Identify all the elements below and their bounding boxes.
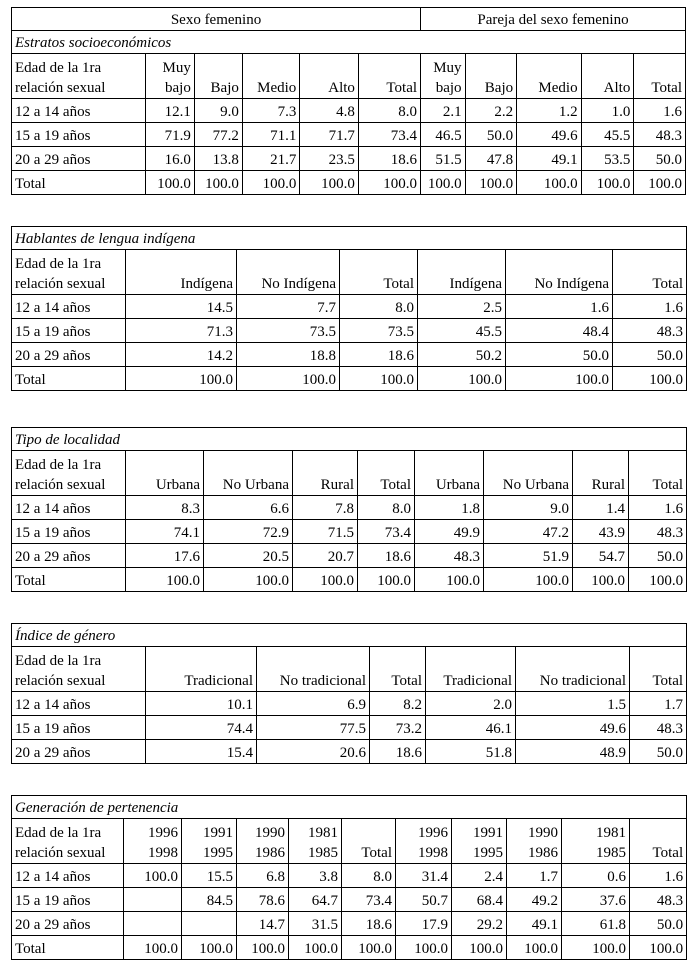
col-header-tradicional: Tradicional	[146, 647, 257, 692]
table-row	[12, 295, 687, 319]
cell: 31.4	[396, 864, 452, 888]
cell: 50.0	[634, 147, 686, 171]
muy-line2-pareja: bajo	[435, 80, 462, 96]
cell: 9.0	[194, 99, 242, 123]
year-start: 1981	[308, 825, 338, 841]
cell: 100.0	[242, 171, 299, 195]
edad-label-line1: Edad de la 1ra	[15, 256, 102, 272]
cell: 71.3	[126, 319, 237, 343]
table-row	[12, 716, 687, 740]
row-label: 12 a 14 años	[12, 496, 126, 520]
cell: 54.7	[573, 544, 629, 568]
row-label: 12 a 14 años	[12, 295, 126, 319]
col-header-1981-1985	[289, 819, 342, 864]
cell	[182, 912, 237, 936]
cell: 45.5	[581, 123, 634, 147]
cell: 18.6	[358, 147, 420, 171]
year-end: 1985	[308, 845, 338, 861]
table-row	[12, 343, 687, 367]
table-row	[12, 888, 687, 912]
cell: 100.0	[613, 367, 687, 391]
col-header-1990-1986-pareja	[507, 819, 562, 864]
row-label: Total	[12, 568, 126, 592]
col-header-indigena-pareja: Indígena	[418, 250, 506, 295]
muy-line1-pareja: Muy	[433, 60, 462, 76]
muy-line1: Muy	[162, 60, 191, 76]
col-header-total: Total	[358, 451, 415, 496]
cell: 100.0	[396, 936, 452, 960]
cell: 100.0	[237, 367, 340, 391]
col-header-no-tradicional-pareja: No tradicional	[516, 647, 630, 692]
table-row	[12, 912, 687, 936]
cell: 100.0	[293, 568, 358, 592]
row-label: 12 a 14 años	[12, 99, 146, 123]
edad-label-line2: relación sexual	[15, 276, 106, 292]
col-header-1996-1998	[124, 819, 182, 864]
cell	[124, 912, 182, 936]
cell: 49.6	[516, 716, 630, 740]
cell: 8.0	[340, 295, 418, 319]
cell: 74.1	[126, 520, 204, 544]
row-label: 20 a 29 años	[12, 343, 126, 367]
col-header-urbana-pareja: Urbana	[415, 451, 484, 496]
cell: 2.2	[465, 99, 517, 123]
section-title-estratos: Estratos socioeconómicos	[12, 31, 686, 54]
cell: 15.4	[146, 740, 257, 764]
cell: 100.0	[358, 171, 420, 195]
cell: 100.0	[300, 171, 359, 195]
table-row-total	[12, 936, 687, 960]
edad-label-line1: Edad de la 1ra	[15, 825, 102, 841]
cell: 48.3	[415, 544, 484, 568]
col-header-rural: Rural	[293, 451, 358, 496]
cell: 48.9	[516, 740, 630, 764]
cell: 9.0	[484, 496, 573, 520]
cell: 18.6	[370, 740, 426, 764]
cell: 100.0	[573, 568, 629, 592]
cell: 100.0	[418, 367, 506, 391]
cell: 84.5	[182, 888, 237, 912]
year-end: 1995	[203, 845, 233, 861]
cell: 100.0	[562, 936, 630, 960]
cell: 64.7	[289, 888, 342, 912]
cell: 100.0	[194, 171, 242, 195]
cell: 77.2	[194, 123, 242, 147]
cell: 46.5	[421, 123, 466, 147]
cell: 74.4	[146, 716, 257, 740]
cell: 48.3	[629, 520, 687, 544]
cell: 48.4	[506, 319, 613, 343]
cell: 100.0	[421, 171, 466, 195]
cell: 1.0	[581, 99, 634, 123]
cell: 49.9	[415, 520, 484, 544]
col-header-total: Total	[340, 250, 418, 295]
cell: 18.6	[358, 544, 415, 568]
cell: 23.5	[300, 147, 359, 171]
year-end: 1986	[255, 845, 285, 861]
row-label: 15 a 19 años	[12, 319, 126, 343]
table-row-total	[12, 367, 687, 391]
row-label: 12 a 14 años	[12, 864, 124, 888]
year-start: 1990	[528, 825, 558, 841]
cell: 2.4	[452, 864, 507, 888]
col-header-no-urbana: No Urbana	[204, 451, 293, 496]
cell: 100.0	[340, 367, 418, 391]
year-end: 1995	[473, 845, 503, 861]
section-title-genero: Índice de género	[12, 624, 687, 647]
cell: 1.5	[516, 692, 630, 716]
cell: 49.1	[507, 912, 562, 936]
cell: 100.0	[204, 568, 293, 592]
year-end: 1998	[418, 845, 448, 861]
cell: 71.7	[300, 123, 359, 147]
cell: 100.0	[342, 936, 396, 960]
cell: 20.7	[293, 544, 358, 568]
col-header-total-pareja: Total	[630, 647, 687, 692]
table-row	[12, 496, 687, 520]
muy-line2: bajo	[165, 80, 191, 96]
section-title-generacion: Generación de pertenencia	[12, 796, 687, 819]
cell: 14.5	[126, 295, 237, 319]
cell: 48.3	[613, 319, 687, 343]
cell: 100.0	[452, 936, 507, 960]
cell: 73.4	[358, 123, 420, 147]
col-header-urbana: Urbana	[126, 451, 204, 496]
cell: 20.6	[257, 740, 370, 764]
cell: 100.0	[289, 936, 342, 960]
table-row	[12, 520, 687, 544]
cell: 46.1	[426, 716, 516, 740]
cell: 48.3	[634, 123, 686, 147]
cell: 47.2	[484, 520, 573, 544]
cell: 4.8	[300, 99, 359, 123]
table-row	[12, 123, 686, 147]
cell: 17.9	[396, 912, 452, 936]
year-end: 1986	[528, 845, 558, 861]
row-label: 15 a 19 años	[12, 716, 146, 740]
cell: 2.1	[421, 99, 466, 123]
cell: 20.5	[204, 544, 293, 568]
col-header-no-indigena: No Indígena	[237, 250, 340, 295]
cell: 100.0	[506, 367, 613, 391]
cell: 100.0	[630, 936, 687, 960]
row-label: 20 a 29 años	[12, 544, 126, 568]
table-generacion	[11, 795, 687, 960]
cell: 14.2	[126, 343, 237, 367]
table-row	[12, 740, 687, 764]
col-header-medio: Medio	[242, 54, 299, 99]
cell: 78.6	[237, 888, 289, 912]
cell: 48.3	[630, 888, 687, 912]
col-header-1990-1986	[237, 819, 289, 864]
table-row-total	[12, 568, 687, 592]
cell: 50.0	[630, 912, 687, 936]
col-header-no-tradicional: No tradicional	[257, 647, 370, 692]
cell: 100.0	[581, 171, 634, 195]
row-header-edad	[12, 819, 124, 864]
table-row	[12, 147, 686, 171]
cell: 72.9	[204, 520, 293, 544]
cell: 47.8	[465, 147, 517, 171]
cell: 18.6	[340, 343, 418, 367]
col-header-no-indigena-pareja: No Indígena	[506, 250, 613, 295]
col-header-1996-1998-pareja	[396, 819, 452, 864]
cell: 50.0	[613, 343, 687, 367]
table-hablantes	[11, 226, 687, 391]
cell: 1.6	[634, 99, 686, 123]
col-header-indigena: Indígena	[126, 250, 237, 295]
col-header-1991-1995	[182, 819, 237, 864]
cell: 7.7	[237, 295, 340, 319]
cell: 50.7	[396, 888, 452, 912]
cell: 73.5	[237, 319, 340, 343]
cell: 29.2	[452, 912, 507, 936]
edad-label-line2: relación sexual	[15, 477, 106, 493]
cell: 8.0	[342, 864, 396, 888]
col-header-alto: Alto	[300, 54, 359, 99]
cell: 6.8	[237, 864, 289, 888]
cell: 100.0	[126, 568, 204, 592]
cell: 6.9	[257, 692, 370, 716]
col-header-muy-bajo	[145, 54, 194, 99]
cell: 71.5	[293, 520, 358, 544]
col-header-tradicional-pareja: Tradicional	[426, 647, 516, 692]
cell: 13.8	[194, 147, 242, 171]
cell: 1.2	[517, 99, 581, 123]
cell: 43.9	[573, 520, 629, 544]
cell: 8.2	[370, 692, 426, 716]
edad-label-line1: Edad de la 1ra	[15, 457, 102, 473]
cell: 10.1	[146, 692, 257, 716]
cell: 37.6	[562, 888, 630, 912]
cell: 14.7	[237, 912, 289, 936]
cell: 61.8	[562, 912, 630, 936]
col-header-no-urbana-pareja: No Urbana	[484, 451, 573, 496]
cell: 1.6	[630, 864, 687, 888]
col-header-1981-1985-pareja	[562, 819, 630, 864]
cell: 18.6	[342, 912, 396, 936]
cell: 71.1	[242, 123, 299, 147]
cell: 3.8	[289, 864, 342, 888]
row-label: 20 a 29 años	[12, 740, 146, 764]
cell: 100.0	[629, 568, 687, 592]
col-header-muy-bajo-pareja	[421, 54, 466, 99]
cell: 50.0	[630, 740, 687, 764]
table-localidad	[11, 427, 687, 592]
cell: 7.3	[242, 99, 299, 123]
cell: 100.0	[465, 171, 517, 195]
table-row	[12, 319, 687, 343]
cell: 100.0	[484, 568, 573, 592]
row-header-edad	[12, 250, 126, 295]
cell	[124, 888, 182, 912]
row-label: 15 a 19 años	[12, 123, 146, 147]
cell: 12.1	[145, 99, 194, 123]
cell: 1.6	[506, 295, 613, 319]
cell: 7.8	[293, 496, 358, 520]
cell: 0.6	[562, 864, 630, 888]
cell: 49.6	[517, 123, 581, 147]
cell: 100.0	[517, 171, 581, 195]
cell: 49.2	[507, 888, 562, 912]
cell: 16.0	[145, 147, 194, 171]
col-header-alto-pareja: Alto	[581, 54, 634, 99]
cell: 100.0	[507, 936, 562, 960]
cell: 18.8	[237, 343, 340, 367]
cell: 50.0	[629, 544, 687, 568]
col-header-total: Total	[342, 819, 396, 864]
cell: 71.9	[145, 123, 194, 147]
row-label: Total	[12, 171, 146, 195]
cell: 100.0	[415, 568, 484, 592]
cell: 51.8	[426, 740, 516, 764]
year-start: 1991	[473, 825, 503, 841]
year-end: 1998	[148, 845, 178, 861]
cell: 8.0	[358, 496, 415, 520]
cell: 15.5	[182, 864, 237, 888]
cell: 51.5	[421, 147, 466, 171]
row-label: Total	[12, 936, 124, 960]
cell: 77.5	[257, 716, 370, 740]
table-genero	[11, 623, 687, 764]
cell: 1.8	[415, 496, 484, 520]
col-header-bajo-pareja: Bajo	[465, 54, 517, 99]
col-header-total-pareja: Total	[634, 54, 686, 99]
year-start: 1981	[596, 825, 626, 841]
cell: 21.7	[242, 147, 299, 171]
cell: 50.2	[418, 343, 506, 367]
cell: 73.4	[342, 888, 396, 912]
year-start: 1991	[203, 825, 233, 841]
cell: 73.5	[340, 319, 418, 343]
row-header-edad	[12, 451, 126, 496]
col-header-total-pareja: Total	[629, 451, 687, 496]
cell: 8.0	[358, 99, 420, 123]
cell: 1.6	[613, 295, 687, 319]
cell: 1.6	[629, 496, 687, 520]
cell: 100.0	[182, 936, 237, 960]
cell: 17.6	[126, 544, 204, 568]
row-label: 20 a 29 años	[12, 147, 146, 171]
col-header-medio-pareja: Medio	[517, 54, 581, 99]
cell: 1.4	[573, 496, 629, 520]
cell: 68.4	[452, 888, 507, 912]
edad-label-line1: Edad de la 1ra	[15, 60, 102, 76]
cell: 50.0	[465, 123, 517, 147]
col-header-rural-pareja: Rural	[573, 451, 629, 496]
cell: 100.0	[237, 936, 289, 960]
edad-label-line2: relación sexual	[15, 673, 106, 689]
cell: 100.0	[126, 367, 237, 391]
col-header-bajo: Bajo	[194, 54, 242, 99]
row-header-edad	[12, 54, 146, 99]
col-header-total: Total	[370, 647, 426, 692]
table-estratos	[11, 7, 686, 195]
row-label: 12 a 14 años	[12, 692, 146, 716]
table-row-total	[12, 171, 686, 195]
row-label: 15 a 19 años	[12, 520, 126, 544]
edad-label-line2: relación sexual	[15, 845, 106, 861]
edad-label-line1: Edad de la 1ra	[15, 653, 102, 669]
edad-label-line2: relación sexual	[15, 80, 106, 96]
header-sexo-femenino: Sexo femenino	[12, 8, 421, 31]
row-label: Total	[12, 367, 126, 391]
cell: 6.6	[204, 496, 293, 520]
cell: 53.5	[581, 147, 634, 171]
row-label: 20 a 29 años	[12, 912, 124, 936]
year-start: 1996	[418, 825, 448, 841]
cell: 100.0	[358, 568, 415, 592]
cell: 1.7	[630, 692, 687, 716]
year-start: 1990	[255, 825, 285, 841]
header-pareja: Pareja del sexo femenino	[421, 8, 686, 31]
col-header-total: Total	[358, 54, 420, 99]
cell: 73.4	[358, 520, 415, 544]
year-end: 1985	[596, 845, 626, 861]
cell: 2.0	[426, 692, 516, 716]
col-header-total-pareja: Total	[630, 819, 687, 864]
cell: 100.0	[634, 171, 686, 195]
section-title-hablantes: Hablantes de lengua indígena	[12, 227, 687, 250]
row-label: 15 a 19 años	[12, 888, 124, 912]
cell: 73.2	[370, 716, 426, 740]
cell: 49.1	[517, 147, 581, 171]
cell: 48.3	[630, 716, 687, 740]
col-header-total-pareja: Total	[613, 250, 687, 295]
cell: 2.5	[418, 295, 506, 319]
cell: 100.0	[124, 864, 182, 888]
cell: 100.0	[145, 171, 194, 195]
cell: 100.0	[124, 936, 182, 960]
table-row	[12, 864, 687, 888]
cell: 31.5	[289, 912, 342, 936]
cell: 50.0	[506, 343, 613, 367]
table-row	[12, 544, 687, 568]
cell: 1.7	[507, 864, 562, 888]
row-header-edad	[12, 647, 146, 692]
cell: 45.5	[418, 319, 506, 343]
col-header-1991-1995-pareja	[452, 819, 507, 864]
table-row	[12, 692, 687, 716]
cell: 51.9	[484, 544, 573, 568]
year-start: 1996	[148, 825, 178, 841]
cell: 8.3	[126, 496, 204, 520]
section-title-localidad: Tipo de localidad	[12, 428, 687, 451]
table-row	[12, 99, 686, 123]
